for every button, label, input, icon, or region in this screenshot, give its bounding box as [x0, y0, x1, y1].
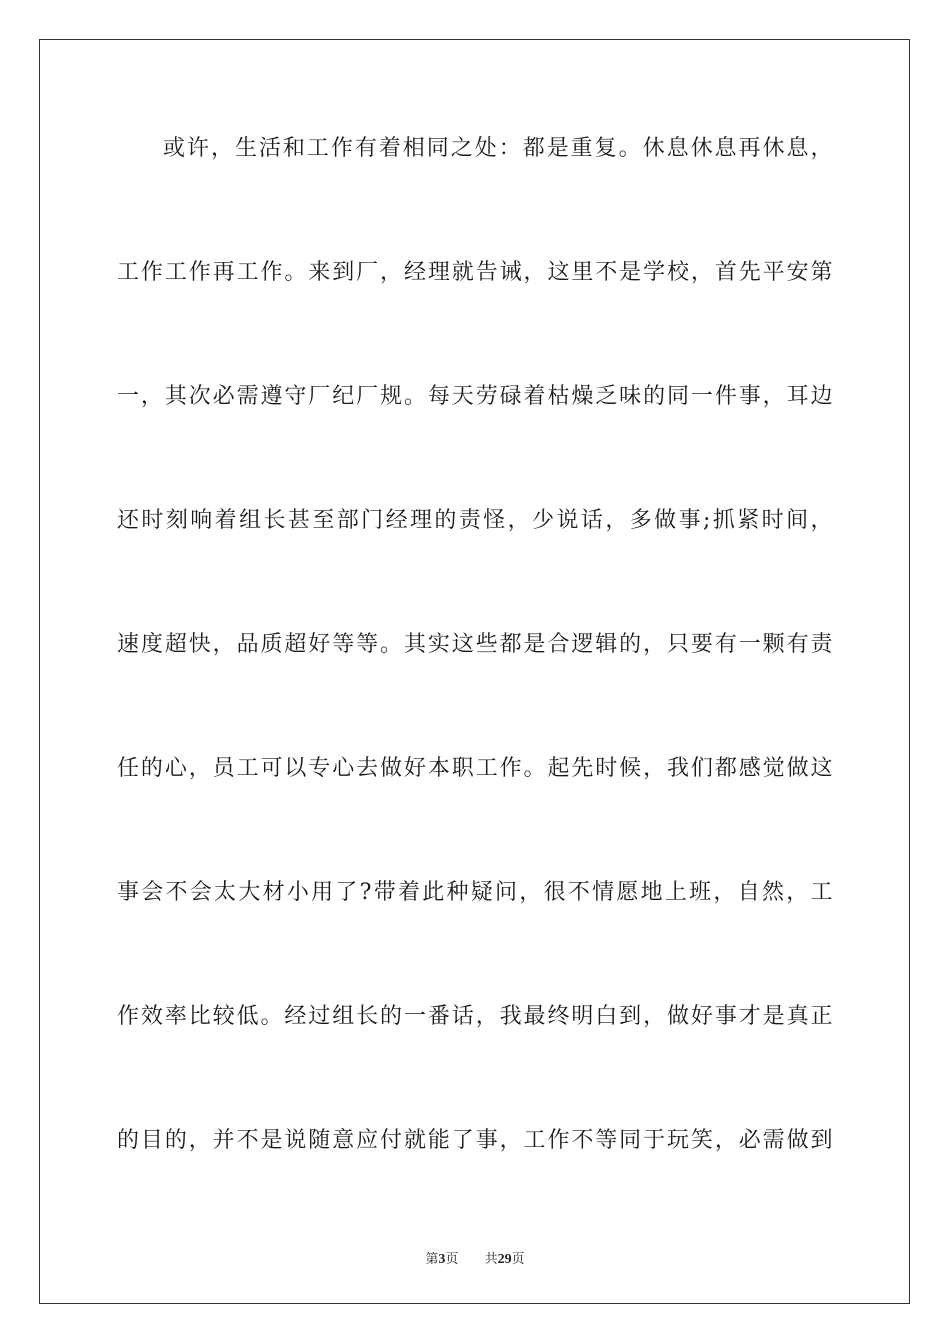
text-line-9: 的目的，并不是说随意应付就能了事，工作不等同于玩笑，必需做到 [117, 1128, 833, 1153]
total-pages: 29 [497, 1252, 512, 1267]
text-line-8: 作效率比较低。经过组长的一番话，我最终明白到，做好事才是真正 [117, 1004, 833, 1029]
text-line-3: 一，其次必需遵守厂纪厂规。每天劳碌着枯燥乏味的同一件事，耳边 [117, 384, 833, 409]
text-line-4: 还时刻响着组长甚至部门经理的责怪，少说话，多做事;抓紧时间， [117, 508, 833, 533]
text-line-5: 速度超快，品质超好等等。其实这些都是合逻辑的，只要有一颗有责 [117, 632, 833, 657]
text-line-6: 任的心，员工可以专心去做好本职工作。起先时候，我们都感觉做这 [117, 756, 833, 781]
page-number: 3 [438, 1252, 446, 1267]
page-footer [0, 1248, 950, 1268]
page-prefix: 第 [425, 1252, 439, 1267]
page-border [39, 39, 910, 1304]
text-line-1: 或许，生活和工作有着相同之处：都是重复。休息休息再休息， [163, 136, 833, 161]
text-line-7: 事会不会太大材小用了?带着此种疑问，很不情愿地上班，自然，工 [117, 880, 833, 905]
page-suffix: 页 [445, 1252, 459, 1267]
total-suffix: 页 [511, 1252, 525, 1267]
text-line-2: 工作工作再工作。来到厂，经理就告诫，这里不是学校，首先平安第 [117, 260, 833, 285]
total-prefix: 共 [484, 1252, 498, 1267]
